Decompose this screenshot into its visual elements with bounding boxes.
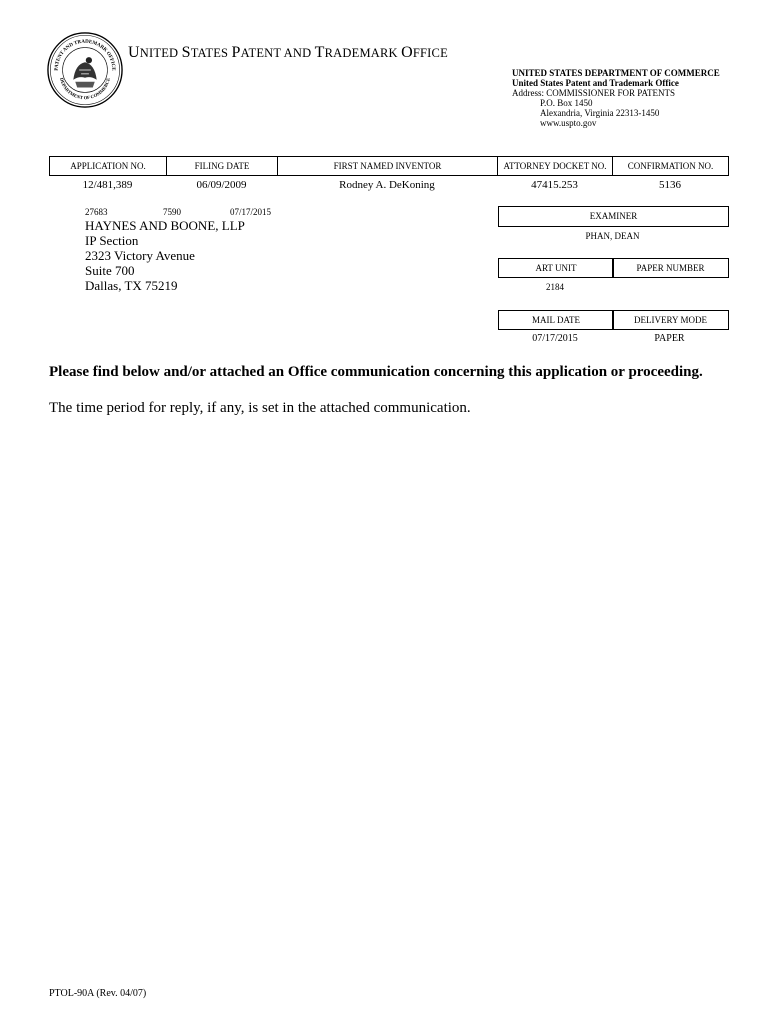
po-box: P.O. Box 1450 <box>540 98 593 108</box>
office-name: United States Patent and Trademark Office <box>512 78 679 88</box>
city-line: Alexandria, Virginia 22313-1450 <box>540 108 660 118</box>
filing-date-value: 06/09/2009 <box>196 179 247 191</box>
address-city: Dallas, TX 75219 <box>85 278 178 293</box>
form-number: PTOL-90A (Rev. 04/07) <box>49 988 147 999</box>
header-attorney-docket-no: ATTORNEY DOCKET NO. <box>498 157 613 176</box>
address-line: Address: COMMISSIONER FOR PATENTS <box>512 88 675 98</box>
address-firm: HAYNES AND BOONE, LLP <box>85 218 245 233</box>
office-title: UNITED STATES PATENT AND TRADEMARK OFFICE <box>128 44 448 61</box>
examiner-label: EXAMINER <box>498 206 729 227</box>
delivery-mode-value: PAPER <box>654 333 685 344</box>
header-confirmation-no: CONFIRMATION NO. <box>613 157 729 176</box>
communication-notice: Please find below and/or attached an Office communication concerning this application or proceeding. <box>49 364 703 380</box>
header-first-named-inventor: FIRST NAMED INVENTOR <box>278 157 498 176</box>
seal-bottom-text: DEPARTMENT OF COMMERCE <box>58 77 112 102</box>
confirmation-no-value: 5136 <box>659 179 681 191</box>
address-street: 2323 Victory Avenue <box>85 248 195 263</box>
uspto-seal-logo <box>46 31 124 109</box>
mail-code: 7590 <box>163 207 181 217</box>
correspondence-address <box>85 218 245 293</box>
seal-top-text: PATENT AND TRADEMARK OFFICE <box>53 38 117 71</box>
department-address-block <box>512 68 720 128</box>
svg-text:DEPARTMENT OF COMMERCE <box>58 78 112 102</box>
reply-period-notice: The time period for reply, if any, is set in the attached communication. <box>49 400 471 416</box>
address-suite: Suite 700 <box>85 263 135 278</box>
docket-no-value: 47415.253 <box>531 179 578 191</box>
application-no-value: 12/481,389 <box>82 179 133 191</box>
website: www.uspto.gov <box>540 118 597 128</box>
customer-number: 27683 <box>85 207 108 217</box>
inventor-value: Rodney A. DeKoning <box>339 179 435 191</box>
art-unit-label: ART UNIT <box>498 258 614 278</box>
examiner-name: PHAN, DEAN <box>585 231 640 241</box>
paper-number-label: PAPER NUMBER <box>612 258 729 278</box>
mail-date-label: MAIL DATE <box>498 310 614 330</box>
delivery-mode-label: DELIVERY MODE <box>612 310 729 330</box>
header-application-no: APPLICATION NO. <box>50 157 167 176</box>
mail-date-value: 07/17/2015 <box>532 333 578 344</box>
application-info-table <box>49 156 729 176</box>
customer-number-line <box>85 207 272 217</box>
address-section: IP Section <box>85 233 139 248</box>
dept-name: UNITED STATES DEPARTMENT OF COMMERCE <box>512 68 720 78</box>
header-filing-date: FILING DATE <box>167 157 278 176</box>
art-unit-value: 2184 <box>546 282 564 292</box>
mail-code-date: 07/17/2015 <box>230 207 272 217</box>
